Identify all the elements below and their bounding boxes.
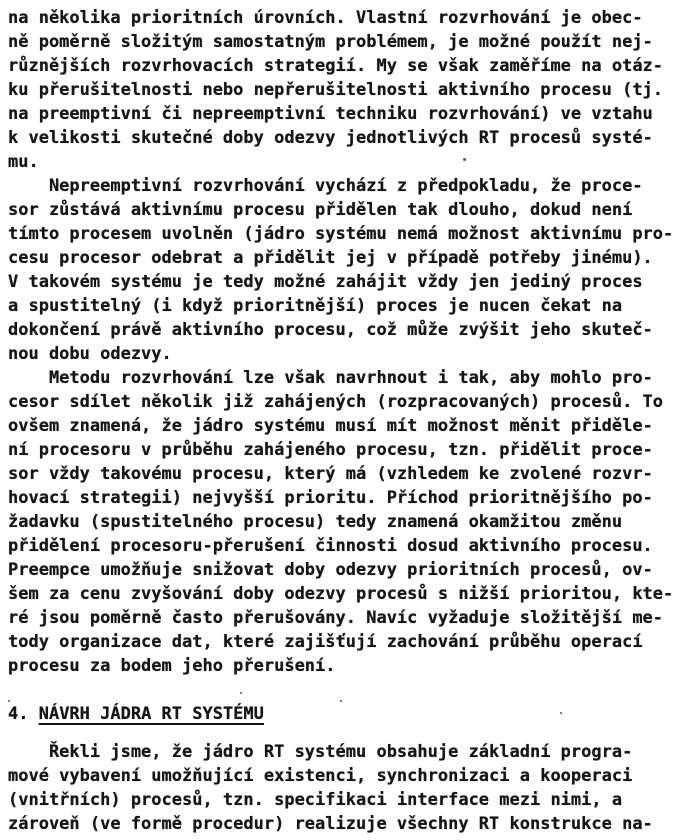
text-line: na preemptivní či nepreemptivní techniku rozvrhování) ve vztahu	[8, 104, 653, 124]
text-line: mu.	[8, 152, 39, 172]
text-line: sor vždy takovému procesu, který má (vzhledem ke zvolené rozvr-	[8, 464, 653, 484]
text-line: na několika prioritních úrovních. Vlastní rozvrhování je obec-	[8, 8, 643, 28]
text-line: ní procesoru v průběhu zahájeného procesu, tzn. přidělit proce-	[8, 440, 653, 460]
text-line: a spustitelný (i když prioritnější) proces je nucen čekat na	[8, 296, 623, 316]
paragraph	[8, 6, 679, 174]
section-number: 4.	[8, 704, 39, 724]
text-line: ovšem znamená, že jádro systému musí mít možnost měnit přiděle-	[8, 416, 653, 436]
scan-speck	[8, 700, 10, 702]
text-line: cesu procesor odebrat a přidělit jej v případě potřeby jinému).	[8, 248, 653, 268]
text-line: Nepreemptivní rozvrhování vychází z předpokladu, že proce-	[8, 176, 643, 196]
scan-speck	[240, 692, 242, 694]
text-line: ku přerušitelnosti nebo nepřerušitelnosti aktivního procesu (tj.	[8, 80, 664, 100]
text-line: Řekli jsme, že jádro RT systému obsahuje základní progra-	[8, 742, 633, 762]
text-line: hovací strategii) nejvyšší prioritu. Příchod prioritnějšího po-	[8, 488, 653, 508]
text-line: ně poměrně složitým samostatným problémem, je možné použít nej-	[8, 32, 653, 52]
paragraph	[8, 174, 679, 366]
text-line: tody organizace dat, které zajišťují zachování průběhu operací	[8, 632, 643, 652]
scan-speck	[560, 712, 562, 714]
text-line: (vnitřních) procesů, tzn. specifikaci interface mezi nimi, a	[8, 790, 623, 810]
text-line: Preempce umožňuje snižovat doby odezvy prioritních procesů, ov-	[8, 560, 653, 580]
text-line: nou dobu odezvy.	[8, 344, 172, 364]
section-heading	[8, 702, 679, 726]
text-line: procesu za bodem jeho přerušení.	[8, 656, 336, 676]
paragraph	[8, 740, 679, 836]
text-line: dokončení právě aktivního procesu, což může zvýšit jeho skuteč-	[8, 320, 653, 340]
text-line: šem za cenu zvyšování doby odezvy procesů s nižší prioritou, kte-	[8, 584, 674, 604]
text-line: k velikosti skutečné doby odezvy jednotlivých RT procesů systé-	[8, 128, 653, 148]
document-body	[8, 6, 679, 836]
text-line: cesor sdílet několik již zahájených (rozpracovaných) procesů. To	[8, 392, 664, 412]
text-line: sor zůstává aktivnímu procesu přidělen tak dlouho, dokud není	[8, 200, 633, 220]
text-line: žadavku (spustitelného procesu) tedy znamená okamžitou změnu	[8, 512, 623, 532]
text-line: ré jsou poměrně často přerušovány. Navíc vyžaduje složitější me-	[8, 608, 664, 628]
text-line: zároveň (ve formě procedur) realizuje všechny RT konstrukce na-	[8, 814, 653, 834]
scan-speck	[340, 700, 342, 702]
paragraph	[8, 366, 679, 678]
scan-speck	[463, 158, 466, 161]
text-line: různějších rozvrhovacích strategií. My se však zaměříme na otáz-	[8, 56, 664, 76]
text-line: V takovém systému je tedy možné zahájit vždy jen jediný proces	[8, 272, 643, 292]
section-title: NÁVRH JÁDRA RT SYSTÉMU	[38, 704, 264, 724]
text-line: mové vybavení umožňující existenci, synchronizaci a kooperaci	[8, 766, 633, 786]
text-line: přidělení procesoru-přerušení činnosti dosud aktivního procesu.	[8, 536, 653, 556]
text-line: tímto procesem uvolněn (jádro systému nemá možnost aktivnímu pro-	[8, 224, 674, 244]
text-line: Metodu rozvrhování lze však navrhnout i tak, aby mohlo pro-	[8, 368, 653, 388]
